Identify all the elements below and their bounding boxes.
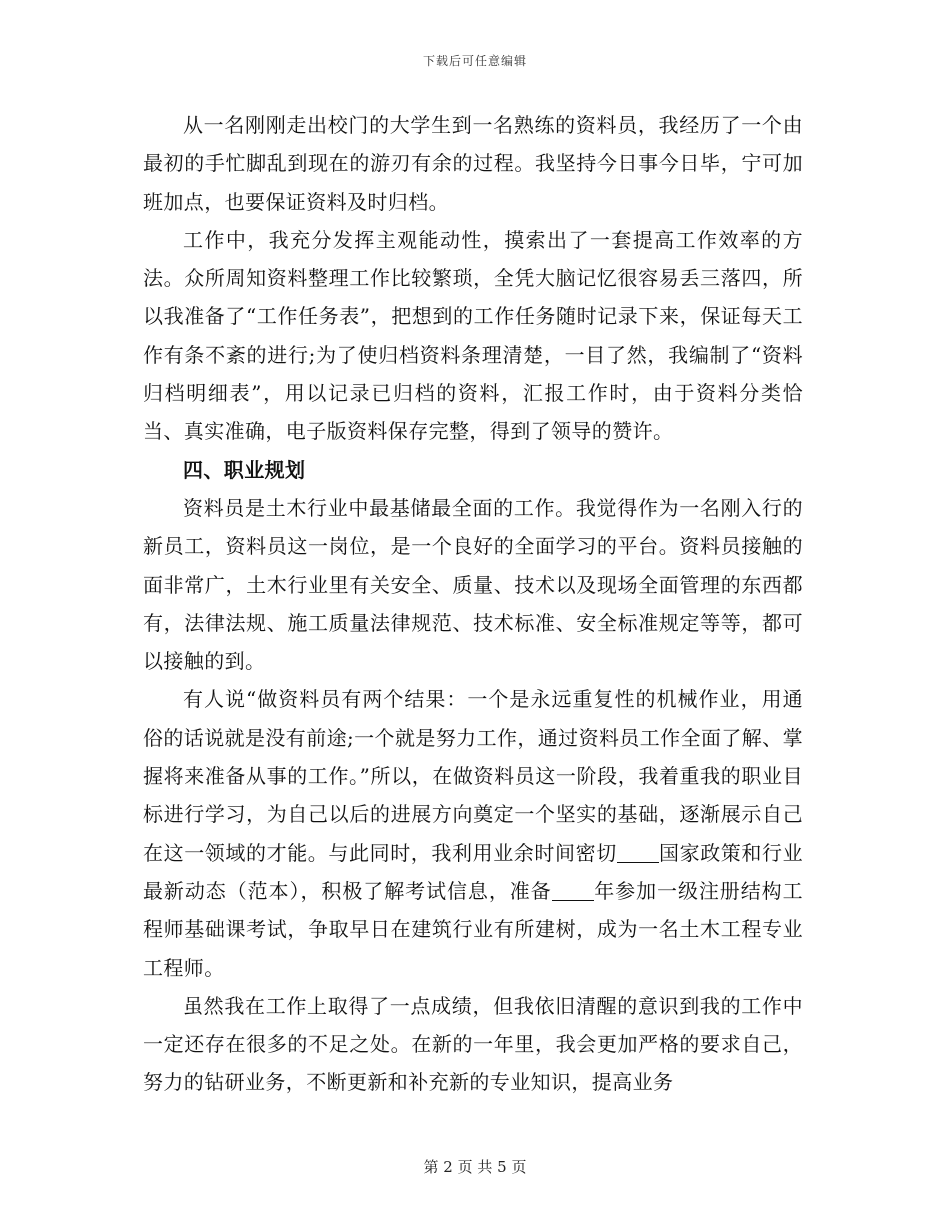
paragraph-3: 资料员是土木行业中最基储最全面的工作。我觉得作为一名刚入行的新员工，资料员这一岗位，是一个良好的全面学习的平台。资料员接触的面非常广，土木行业里有关安全、质量、技术以及现场全面管理的东西都有，法律法规、施工质量法律规范、技术标准、安全标准规定等等，都可以接触的到。	[143, 495, 803, 674]
paragraph-4-part-a: 有人说“做资料员有两个结果：一个是永远重复性的机械作业，用通俗的话说就是没有前途;一个就是努力工作，通过资料员工作全面了解、掌握将来准备从事的工作。”所以，在做资料员这一阶段，我着重我的职业目标进行学习，为自己以后的进展方向奠定一个坚实的基础，逐渐展示自己在这一领域的才能。与此同时，我利用业余时间密切	[143, 687, 803, 865]
paragraph-5: 虽然我在工作上取得了一点成绩，但我依旧清醒的意识到我的工作中一定还存在很多的不足之处。在新的一年里，我会更加严格的要求自己，努力的钻研业务，不断更新和补充新的专业知识，提高业务	[143, 993, 803, 1095]
paragraph-4	[143, 680, 803, 986]
page-footer: 第 2 页 共 5 页	[423, 1158, 527, 1176]
paragraph-4-part-c: 年参加一级注册结构工程师基础课考试，争取早日在建筑行业有所建树，成为一名土木工程专业工程师。	[143, 878, 804, 980]
paragraph-4-part-b: 国家政策和行业最新动态（范本），积极了解考试信息，准备	[143, 840, 803, 903]
section-heading-career-planning: 四、职业规划	[183, 457, 306, 482]
paragraph-2: 工作中，我充分发挥主观能动性，摸索出了一套提高工作效率的方法。众所周知资料整理工作比较繁琐，全凭大脑记忆很容易丢三落四，所以我准备了“工作任务表”，把想到的工作任务随时记录下来，保证每天工作有条不紊的进行;为了使归档资料条理清楚，一目了然，我编制了“资料归档明细表”，用以记录已归档的资料，汇报工作时，由于资料分类恰当、真实准确，电子版资料保存完整，得到了领导的赞许。	[143, 227, 803, 444]
fill-blank-1	[617, 842, 659, 863]
document-body	[143, 106, 803, 1102]
page-header: 下载后可任意编辑	[422, 54, 527, 68]
paragraph-1: 从一名刚刚走出校门的大学生到一名熟练的资料员，我经历了一个由最初的手忙脚乱到现在的游刃有余的过程。我坚持今日事今日毕，宁可加班加点，也要保证资料及时归档。	[143, 113, 803, 214]
fill-blank-2	[552, 880, 594, 901]
